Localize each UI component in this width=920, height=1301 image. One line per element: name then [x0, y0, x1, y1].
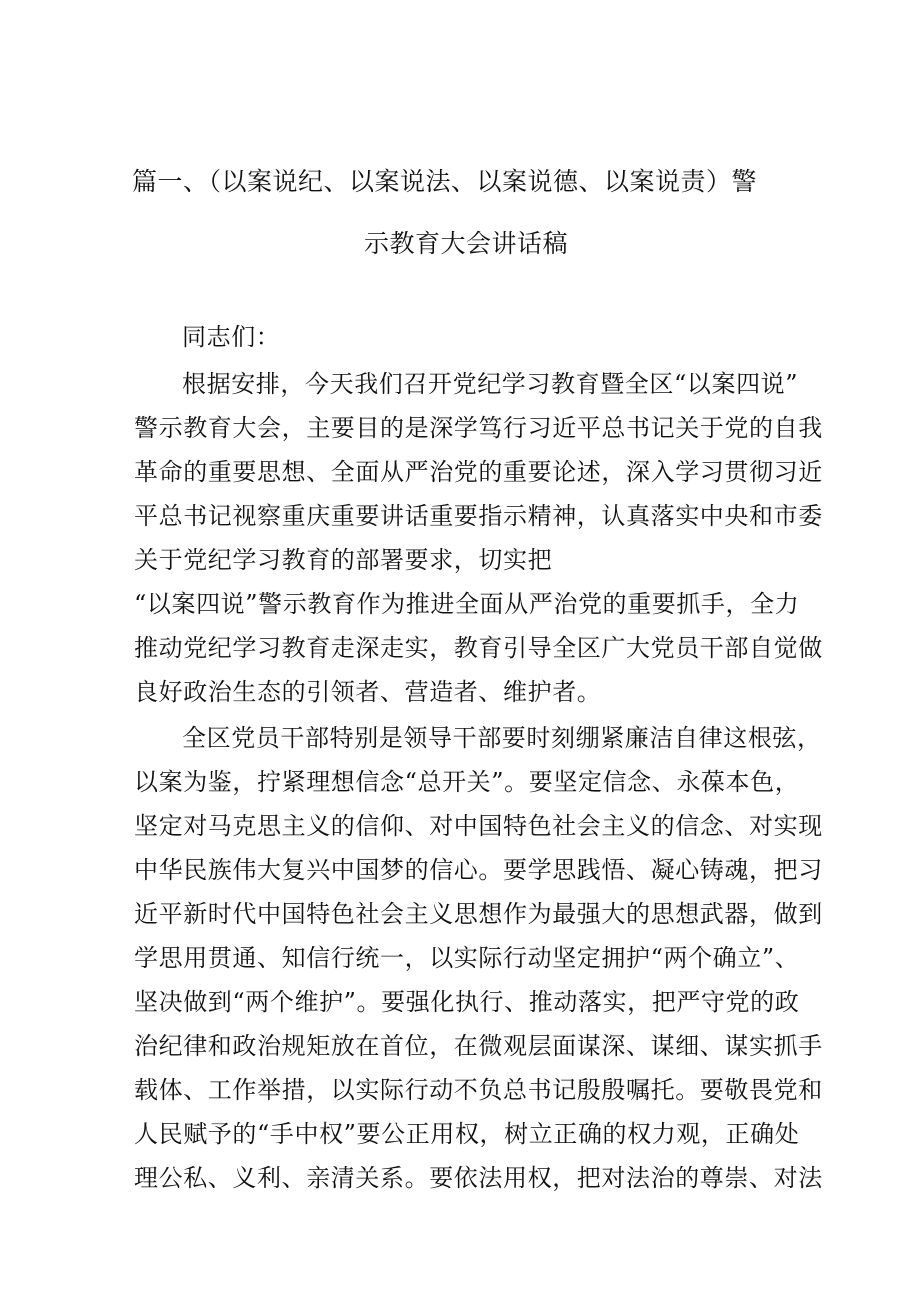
- paragraph-2-line: 治纪律和政治规矩放在首位，在微观层面谋深、谋细、谋实抓手: [134, 1032, 823, 1060]
- paragraph-1-line: 警示教育大会，主要目的是深学笃行习近平总书记关于党的自我: [134, 414, 823, 442]
- paragraph-1-line: 良好政治生态的引领者、营造者、维护者。: [134, 678, 602, 706]
- paragraph-1-line: 关于党纪学习教育的部署要求，切实把: [134, 546, 553, 574]
- paragraph-1-line: 根据安排，今天我们召开党纪学习教育暨全区“以案四说”: [182, 370, 799, 398]
- paragraph-2-line: 中华民族伟大复兴中国梦的信心。要学思践悟、凝心铸魂，把习: [134, 856, 823, 884]
- salutation: 同志们：: [182, 323, 281, 351]
- paragraph-2-line: 坚定对马克思主义的信仰、对中国特色社会主义的信念、对实现: [134, 812, 823, 840]
- paragraph-2-line: 理公私、义利、亲清关系。要依法用权，把对法治的尊崇、对法: [134, 1164, 823, 1192]
- document-title-line-2: 示教育大会讲话稿: [364, 229, 569, 258]
- paragraph-1-line: 革命的重要思想、全面从严治党的重要论述，深入学习贯彻习近: [134, 458, 823, 486]
- paragraph-2-line: 以案为鉴，拧紧理想信念“总开关”。要坚定信念、永葆本色，: [134, 768, 800, 796]
- paragraph-2-line: 全区党员干部特别是领导干部要时刻绷紧廉洁自律这根弦，: [182, 724, 822, 752]
- paragraph-1-line: “以案四说”警示教育作为推进全面从严治党的重要抓手，全力: [134, 590, 800, 618]
- document-title-line-1: 篇一、（以案说纪、以案说法、以案说德、以案说责）警: [132, 167, 758, 196]
- paragraph-2-line: 近平新时代中国特色社会主义思想作为最强大的思想武器，做到: [134, 900, 823, 928]
- paragraph-1-line: 平总书记视察重庆重要讲话重要指示精神，认真落实中央和市委: [134, 502, 823, 530]
- paragraph-2-line: 坚决做到“两个维护”。要强化执行、推动落实，把严守党的政: [134, 988, 800, 1016]
- paragraph-2-line: 学思用贯通、知信行统一，以实际行动坚定拥护“两个确立”、: [134, 944, 800, 972]
- paragraph-2-line: 载体、工作举措，以实际行动不负总书记殷殷嘱托。要敬畏党和: [134, 1076, 823, 1104]
- paragraph-2-line: 人民赋予的“手中权”要公正用权，树立正确的权力观，正确处: [134, 1120, 800, 1148]
- paragraph-1-line: 推动党纪学习教育走深走实，教育引导全区广大党员干部自觉做: [134, 634, 823, 662]
